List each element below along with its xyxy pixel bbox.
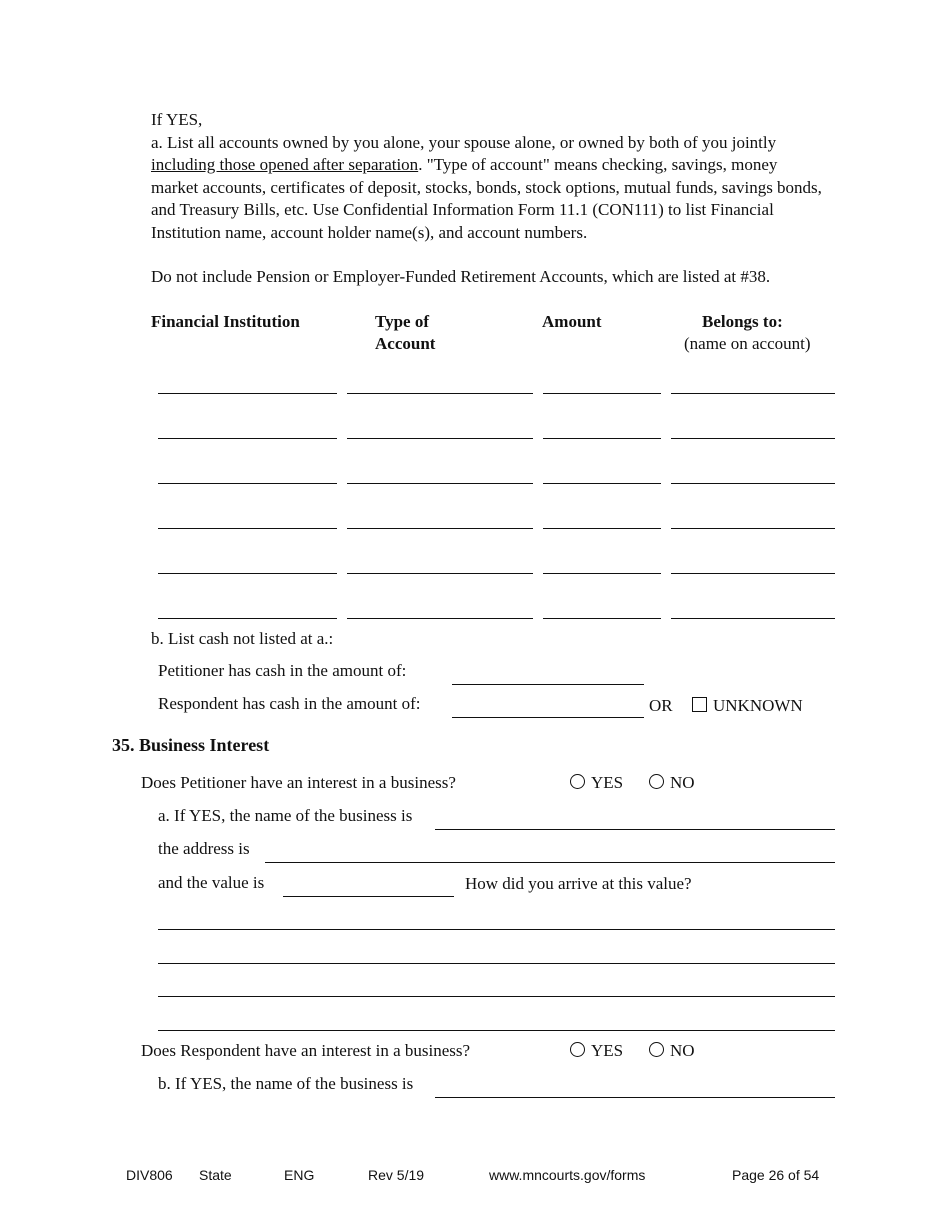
- how-arrive-line-4[interactable]: [158, 1030, 835, 1031]
- account-type-field[interactable]: [347, 438, 533, 439]
- cash-heading: b. List cash not listed at a.:: [151, 629, 334, 648]
- account-type-field[interactable]: [347, 483, 533, 484]
- footer-page-number: Page 26 of 54: [732, 1167, 820, 1183]
- how-arrive-line-3[interactable]: [158, 996, 835, 997]
- unknown-checkbox[interactable]: [692, 695, 803, 717]
- institution-field[interactable]: [158, 393, 337, 394]
- belongs-to-field[interactable]: [671, 393, 835, 394]
- radio-icon: [570, 774, 585, 789]
- respondent-business-question: Does Respondent have an interest in a business?: [141, 1041, 471, 1060]
- footer-website-link[interactable]: www.mncourts.gov/forms: [489, 1167, 646, 1183]
- respondent-cash-field[interactable]: [452, 717, 644, 718]
- business-value-label: and the value is: [158, 873, 265, 892]
- col-header-amount: Amount: [542, 312, 602, 331]
- account-type-field[interactable]: [347, 573, 533, 574]
- institution-field[interactable]: [158, 438, 337, 439]
- institution-field[interactable]: [158, 618, 337, 619]
- petitioner-cash-field[interactable]: [452, 684, 644, 685]
- checkbox-icon: [692, 697, 707, 712]
- pension-note: Do not include Pension or Employer-Funded Retirement Accounts, which are listed at #38.: [151, 267, 771, 286]
- radio-icon: [570, 1042, 585, 1057]
- petitioner-no-radio[interactable]: [649, 772, 695, 794]
- yes-label: YES: [591, 1041, 624, 1060]
- business-name-field-a[interactable]: [435, 829, 835, 830]
- business-address-field[interactable]: [265, 862, 835, 863]
- section-35-heading: 35. Business Interest: [112, 735, 270, 755]
- radio-icon: [649, 1042, 664, 1057]
- respondent-no-radio[interactable]: [649, 1040, 695, 1062]
- amount-field[interactable]: [543, 438, 661, 439]
- respondent-yes-radio[interactable]: [570, 1040, 623, 1062]
- footer-state: State: [199, 1167, 232, 1183]
- col-header-type-line2: Account: [375, 334, 436, 353]
- para-a-underlined: including those opened after separation: [151, 155, 419, 174]
- para-a-rest1: . "Type of account" means checking, savings, money: [418, 155, 778, 174]
- institution-field[interactable]: [158, 528, 337, 529]
- petitioner-cash-label: Petitioner has cash in the amount of:: [158, 661, 407, 680]
- unknown-label: UNKNOWN: [713, 696, 803, 715]
- business-address-label: the address is: [158, 839, 250, 858]
- how-arrive-label: How did you arrive at this value?: [465, 874, 692, 893]
- para-a-rest4: Institution name, account holder name(s), and account numbers.: [151, 222, 588, 242]
- yes-label: YES: [591, 773, 624, 792]
- or-label: OR: [649, 696, 673, 715]
- belongs-to-field[interactable]: [671, 528, 835, 529]
- account-type-field[interactable]: [347, 393, 533, 394]
- para-a-rest2: market accounts, certificates of deposit, stocks, bonds, stock options, mutual funds, savings bonds,: [151, 177, 822, 197]
- belongs-to-field[interactable]: [671, 618, 835, 619]
- if-yes-text: If YES,: [151, 110, 203, 129]
- radio-icon: [649, 774, 664, 789]
- amount-field[interactable]: [543, 393, 661, 394]
- belongs-to-field[interactable]: [671, 438, 835, 439]
- petitioner-business-question: Does Petitioner have an interest in a business?: [141, 773, 456, 792]
- footer-form-id: DIV806: [126, 1167, 173, 1183]
- footer-revision: Rev 5/19: [368, 1167, 425, 1183]
- account-type-field[interactable]: [347, 618, 533, 619]
- col-header-institution: Financial Institution: [151, 312, 300, 331]
- belongs-to-field[interactable]: [671, 483, 835, 484]
- institution-field[interactable]: [158, 483, 337, 484]
- institution-field[interactable]: [158, 573, 337, 574]
- instructions-paragraph-a: [151, 132, 851, 245]
- col-header-type-line1: Type of: [375, 312, 429, 331]
- amount-field[interactable]: [543, 528, 661, 529]
- how-arrive-line-1[interactable]: [158, 929, 835, 930]
- petitioner-yes-radio[interactable]: [570, 772, 623, 794]
- no-label: NO: [670, 1041, 695, 1060]
- account-type-field[interactable]: [347, 528, 533, 529]
- amount-field[interactable]: [543, 573, 661, 574]
- para-a-rest3: and Treasury Bills, etc. Use Confidential Information Form 11.1 (CON111) to list Financial: [151, 200, 774, 219]
- business-value-field[interactable]: [283, 896, 454, 897]
- footer-language: ENG: [284, 1167, 315, 1183]
- col-header-belongs-line2: (name on account): [684, 334, 811, 353]
- col-header-belongs-line1: Belongs to:: [702, 312, 783, 331]
- business-name-field-b[interactable]: [435, 1097, 835, 1098]
- business-name-label-a: a. If YES, the name of the business is: [158, 806, 413, 825]
- intro-section: [151, 109, 851, 244]
- business-name-label-b: b. If YES, the name of the business is: [158, 1074, 414, 1093]
- belongs-to-field[interactable]: [671, 573, 835, 574]
- respondent-cash-label: Respondent has cash in the amount of:: [158, 694, 421, 713]
- how-arrive-line-2[interactable]: [158, 963, 835, 964]
- para-a-start: a. List all accounts owned by you alone, your spouse alone, or owned by both of you jointly: [151, 132, 777, 152]
- no-label: NO: [670, 773, 695, 792]
- amount-field[interactable]: [543, 483, 661, 484]
- amount-field[interactable]: [543, 618, 661, 619]
